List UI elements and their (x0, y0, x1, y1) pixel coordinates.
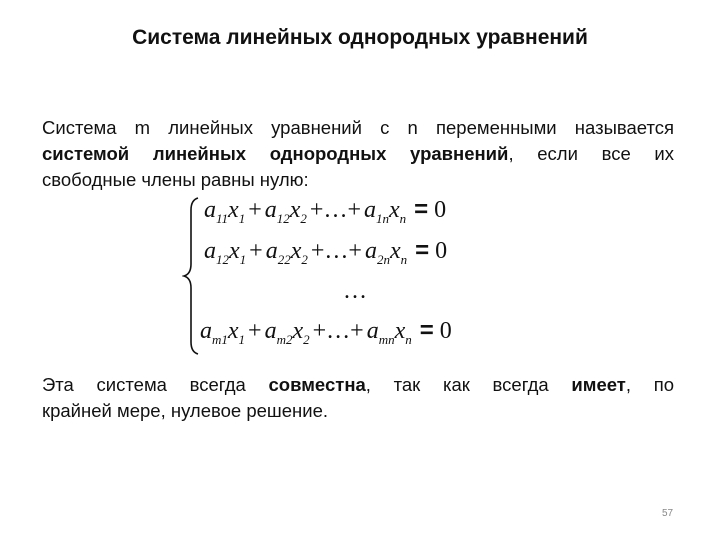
variable: x (292, 318, 304, 344)
outro-line-1 (42, 372, 674, 398)
left-brace-icon (182, 196, 202, 356)
coefficient: a (364, 238, 377, 264)
variable: x (229, 238, 240, 264)
coefficient-index: mn (378, 332, 395, 347)
coefficient-index: 1n (375, 211, 389, 226)
coefficient-index: 11 (216, 211, 229, 226)
coefficient: a (366, 318, 379, 344)
variable: x (228, 197, 239, 223)
variable: x (388, 197, 400, 223)
equation-term (264, 318, 310, 347)
coefficient: a (200, 318, 212, 344)
term-homogeneous-system: системой линейных однородных уравнений (42, 143, 509, 164)
ellipsis: … (343, 278, 367, 304)
variable-index: n (400, 252, 408, 267)
equation-term (204, 197, 246, 226)
coefficient: a (204, 238, 216, 264)
equation-term (364, 238, 408, 267)
right-hand-side: 0 (435, 238, 448, 264)
variable: x (394, 318, 406, 344)
coefficient: a (264, 197, 277, 223)
equation-term (264, 197, 307, 226)
variable-index: n (399, 211, 407, 226)
outro-text-1: Эта система всегда (42, 374, 269, 395)
coefficient: a (204, 197, 216, 223)
operator: + (249, 238, 263, 264)
coefficient: a (363, 197, 376, 223)
equals-sign: = (419, 317, 434, 344)
page-number: 57 (662, 508, 674, 519)
coefficient-index: m1 (212, 332, 228, 347)
term-has: имеет (571, 374, 626, 395)
variable: x (227, 318, 239, 344)
term-consistent: совместна (268, 374, 366, 395)
equation-system (182, 196, 512, 356)
coefficient-index: m2 (276, 332, 293, 347)
intro-line-2-rest: , если все их (508, 143, 674, 164)
coefficient-index: 12 (216, 252, 229, 267)
coefficient-index: 12 (276, 211, 290, 226)
variable-index: 1 (238, 332, 246, 347)
equation-term (204, 238, 247, 267)
variable: x (389, 238, 401, 264)
right-hand-side: 0 (439, 318, 452, 344)
equals-sign: = (414, 196, 429, 223)
variable-index: 1 (238, 211, 246, 226)
equation-term (200, 318, 246, 347)
outro-text-2: , так как всегда (365, 374, 572, 395)
intro-line-2 (42, 141, 674, 167)
variable-index: 2 (301, 252, 308, 267)
operator: +…+ (312, 318, 364, 344)
equation-row (200, 317, 452, 351)
variable-index: n (405, 332, 412, 347)
outro-line-2: крайней мере, нулевое решение. (42, 400, 329, 421)
operator: +…+ (309, 197, 361, 223)
variable-index: 1 (239, 252, 247, 267)
equation-ellipsis (340, 278, 370, 312)
equals-sign: = (415, 237, 430, 264)
equation-row (204, 237, 447, 271)
coefficient: a (265, 238, 278, 264)
operator: + (248, 318, 262, 344)
intro-paragraph (42, 115, 674, 193)
equation-term (366, 318, 412, 347)
equation-term (363, 197, 407, 226)
coefficient-index: 2n (376, 252, 390, 267)
coefficient-index: 22 (277, 252, 291, 267)
right-hand-side: 0 (434, 197, 447, 223)
intro-line-3: свободные члены равны нулю: (42, 169, 309, 190)
variable: x (289, 197, 301, 223)
coefficient: a (264, 318, 277, 344)
variable-index: 2 (303, 332, 310, 347)
intro-line-1: Система m линейных уравнений с n переменными называется (42, 117, 674, 138)
equation-term (265, 238, 308, 267)
operator: + (248, 197, 262, 223)
outro-text-3: , по (625, 374, 675, 395)
variable: x (290, 238, 302, 264)
slide-title: Система линейных однородных уравнений (132, 26, 588, 49)
equation-row (204, 196, 446, 230)
operator: +…+ (310, 238, 362, 264)
variable-index: 2 (300, 211, 307, 226)
outro-paragraph (42, 372, 674, 424)
